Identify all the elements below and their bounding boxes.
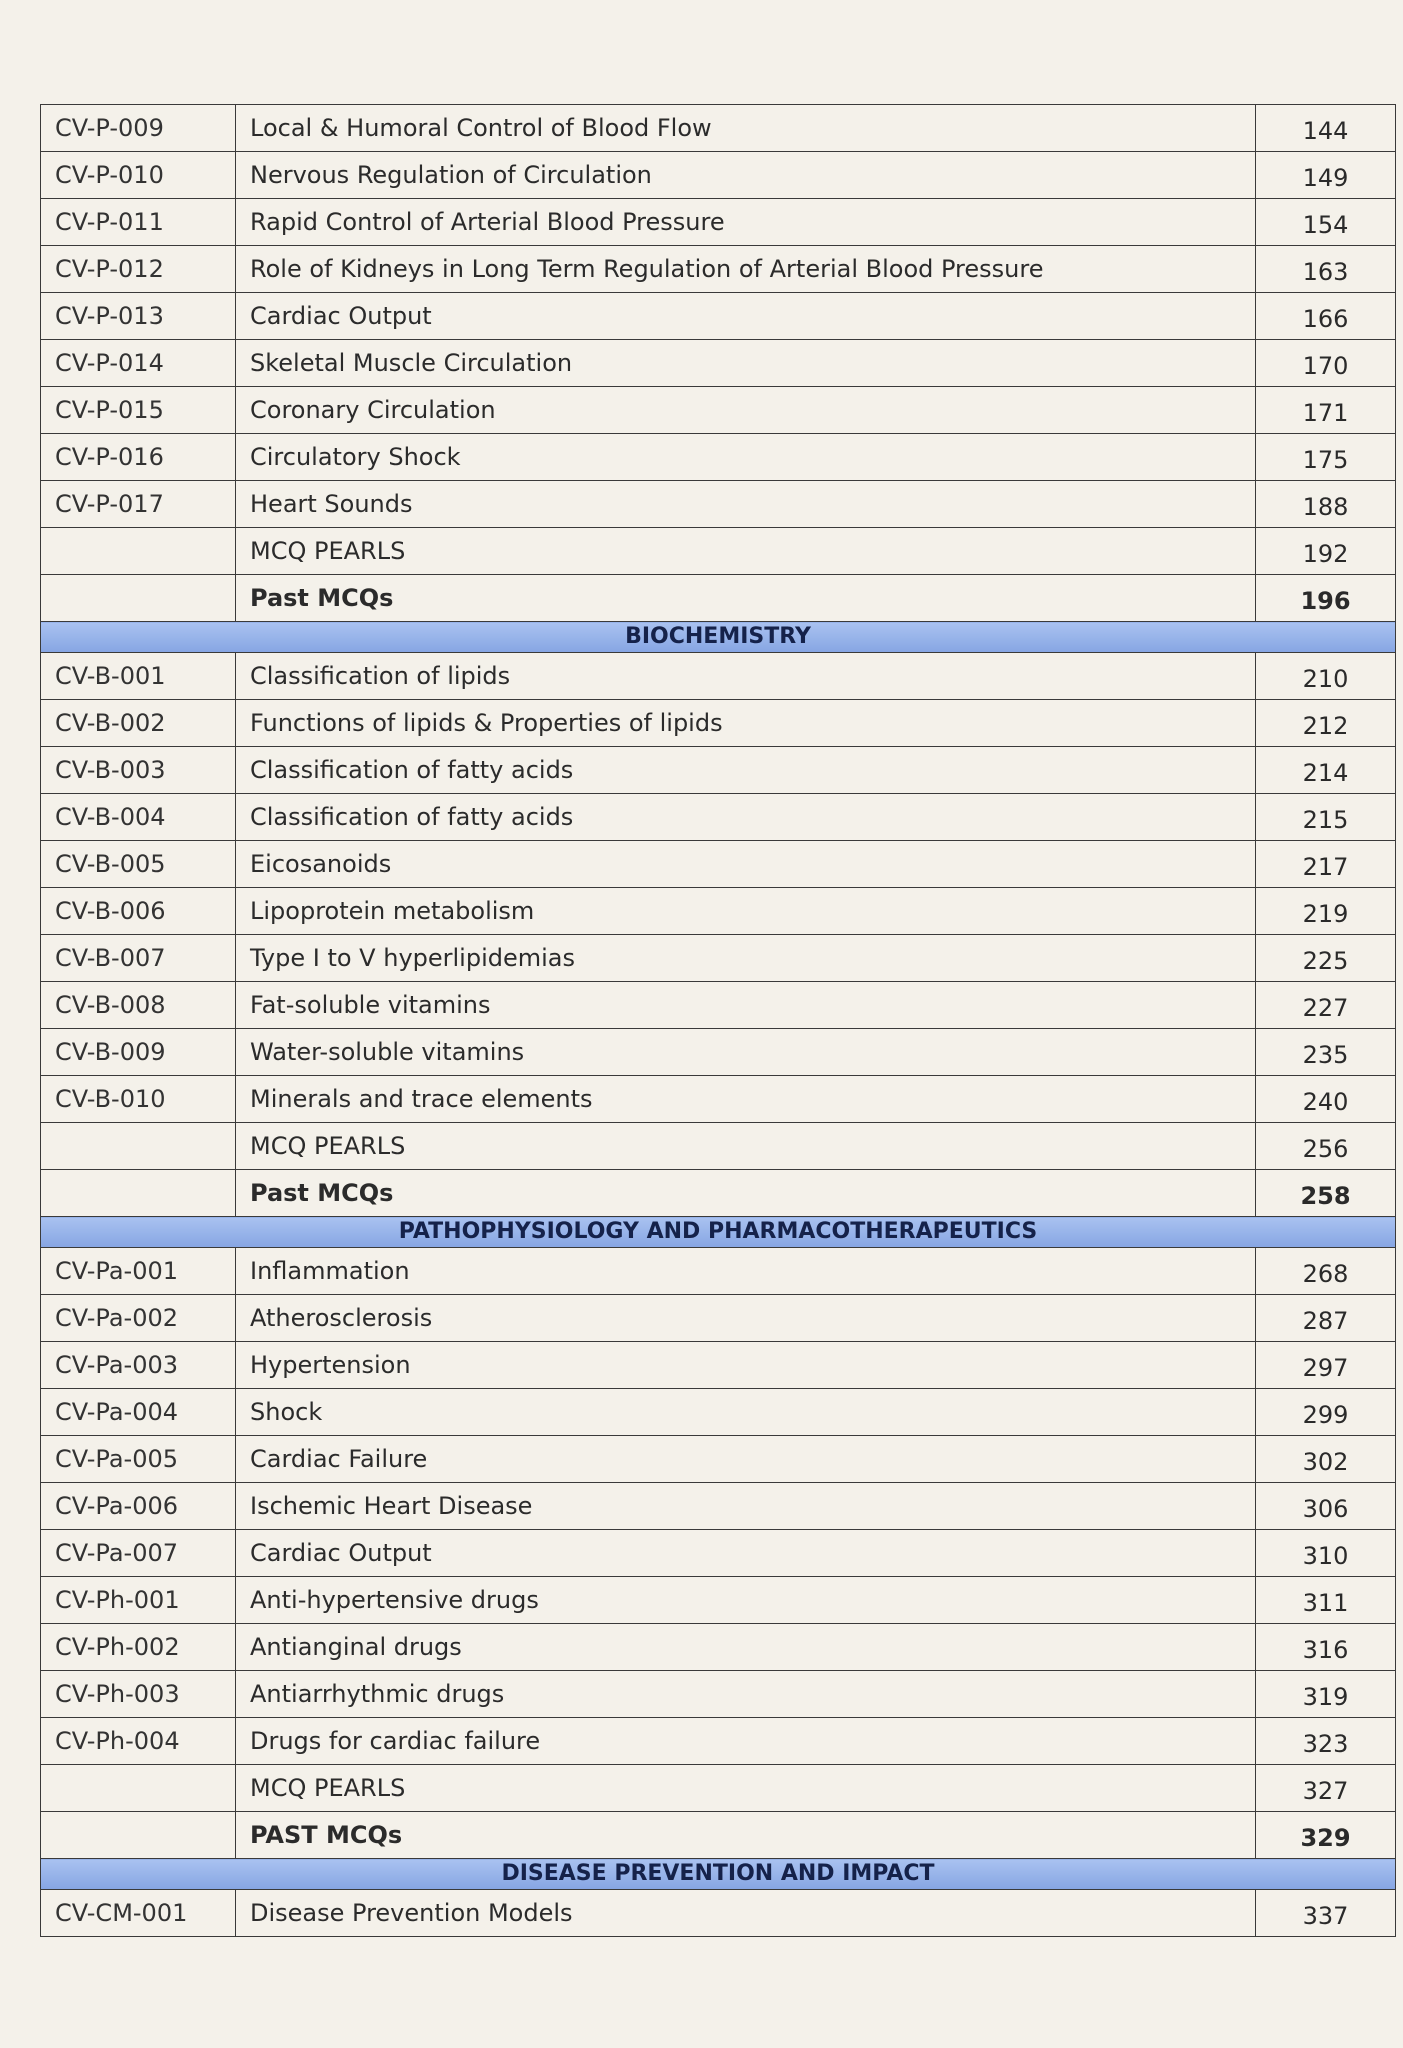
chapter-title: Antiarrhythmic drugs: [236, 1671, 1256, 1718]
chapter-title: Drugs for cardiac failure: [236, 1718, 1256, 1765]
page-number: 337: [1256, 1890, 1396, 1937]
toc-row: [41, 152, 1396, 199]
page-number: 311: [1256, 1577, 1396, 1624]
chapter-code: CV-P-017: [41, 481, 236, 528]
toc-row: [41, 935, 1396, 982]
chapter-code: CV-CM-001: [41, 1890, 236, 1937]
chapter-title: Atherosclerosis: [236, 1295, 1256, 1342]
page-number: 149: [1256, 152, 1396, 199]
page-number: 170: [1256, 340, 1396, 387]
page-number: 310: [1256, 1530, 1396, 1577]
toc-row: [41, 1530, 1396, 1577]
toc-row: [41, 1123, 1396, 1170]
chapter-code: [41, 1123, 236, 1170]
chapter-title: Classification of fatty acids: [236, 747, 1256, 794]
toc-row: [41, 1890, 1396, 1937]
toc-row: [41, 387, 1396, 434]
toc-row: [41, 982, 1396, 1029]
section-heading: BIOCHEMISTRY: [41, 622, 1396, 653]
chapter-title: MCQ PEARLS: [236, 1123, 1256, 1170]
toc-row: [41, 1076, 1396, 1123]
page-number: 302: [1256, 1436, 1396, 1483]
chapter-code: CV-P-013: [41, 293, 236, 340]
chapter-code: CV-Pa-003: [41, 1342, 236, 1389]
page-number: 166: [1256, 293, 1396, 340]
page-number: 258: [1256, 1170, 1396, 1217]
page-number: 287: [1256, 1295, 1396, 1342]
chapter-code: CV-P-011: [41, 199, 236, 246]
chapter-code: CV-B-007: [41, 935, 236, 982]
table-of-contents: [40, 104, 1396, 1937]
toc-row: [41, 293, 1396, 340]
chapter-code: CV-Pa-002: [41, 1295, 236, 1342]
toc-row: [41, 246, 1396, 293]
chapter-title: Classification of fatty acids: [236, 794, 1256, 841]
toc-row: [41, 1812, 1396, 1859]
toc-row: [41, 1295, 1396, 1342]
chapter-code: CV-P-010: [41, 152, 236, 199]
chapter-code: CV-Pa-004: [41, 1389, 236, 1436]
chapter-code: CV-Pa-001: [41, 1248, 236, 1295]
page-number: 144: [1256, 105, 1396, 152]
chapter-code: [41, 575, 236, 622]
page-number: 329: [1256, 1812, 1396, 1859]
chapter-code: [41, 528, 236, 575]
page-number: 297: [1256, 1342, 1396, 1389]
chapter-title: Type I to V hyperlipidemias: [236, 935, 1256, 982]
chapter-title: Eicosanoids: [236, 841, 1256, 888]
toc-row: [41, 1248, 1396, 1295]
chapter-code: CV-P-015: [41, 387, 236, 434]
toc-body: [41, 105, 1396, 1937]
chapter-title: MCQ PEARLS: [236, 528, 1256, 575]
chapter-code: CV-Ph-002: [41, 1624, 236, 1671]
chapter-code: CV-B-004: [41, 794, 236, 841]
chapter-title: Cardiac Output: [236, 293, 1256, 340]
chapter-code: CV-B-008: [41, 982, 236, 1029]
page-number: 163: [1256, 246, 1396, 293]
toc-row: [41, 1029, 1396, 1076]
page-number: 235: [1256, 1029, 1396, 1076]
page-number: 240: [1256, 1076, 1396, 1123]
chapter-code: CV-B-003: [41, 747, 236, 794]
chapter-title: MCQ PEARLS: [236, 1765, 1256, 1812]
page-number: 227: [1256, 982, 1396, 1029]
page-number: 299: [1256, 1389, 1396, 1436]
page-number: 212: [1256, 700, 1396, 747]
chapter-code: CV-P-014: [41, 340, 236, 387]
page-number: 210: [1256, 653, 1396, 700]
chapter-title: Classification of lipids: [236, 653, 1256, 700]
page-number: 175: [1256, 434, 1396, 481]
toc-row: [41, 1577, 1396, 1624]
chapter-code: CV-P-016: [41, 434, 236, 481]
chapter-title: Anti-hypertensive drugs: [236, 1577, 1256, 1624]
section-heading: PATHOPHYSIOLOGY AND PHARMACOTHERAPEUTICS: [41, 1217, 1396, 1248]
toc-row: [41, 1342, 1396, 1389]
toc-row: [41, 481, 1396, 528]
toc-row: [41, 575, 1396, 622]
toc-row: [41, 105, 1396, 152]
page-number: 256: [1256, 1123, 1396, 1170]
toc-row: [41, 1389, 1396, 1436]
page-number: 219: [1256, 888, 1396, 935]
chapter-title: Ischemic Heart Disease: [236, 1483, 1256, 1530]
chapter-code: CV-B-002: [41, 700, 236, 747]
chapter-title: Fat-soluble vitamins: [236, 982, 1256, 1029]
page-number: 316: [1256, 1624, 1396, 1671]
page-number: 319: [1256, 1671, 1396, 1718]
toc-row: [41, 794, 1396, 841]
toc-row: [41, 653, 1396, 700]
toc-row: [41, 1671, 1396, 1718]
chapter-code: CV-B-006: [41, 888, 236, 935]
chapter-title: Local & Humoral Control of Blood Flow: [236, 105, 1256, 152]
chapter-title: Rapid Control of Arterial Blood Pressure: [236, 199, 1256, 246]
toc-row: [41, 340, 1396, 387]
chapter-title: Role of Kidneys in Long Term Regulation of Arterial Blood Pressure: [236, 246, 1256, 293]
chapter-code: CV-Pa-007: [41, 1530, 236, 1577]
chapter-title: Circulatory Shock: [236, 434, 1256, 481]
chapter-title: Shock: [236, 1389, 1256, 1436]
chapter-title: Inflammation: [236, 1248, 1256, 1295]
section-heading: DISEASE PREVENTION AND IMPACT: [41, 1859, 1396, 1890]
chapter-code: CV-Ph-003: [41, 1671, 236, 1718]
toc-row: [41, 199, 1396, 246]
chapter-title: Cardiac Output: [236, 1530, 1256, 1577]
chapter-title: Past MCQs: [236, 1170, 1256, 1217]
section-header: [41, 1217, 1396, 1248]
chapter-title: Hypertension: [236, 1342, 1256, 1389]
chapter-title: Skeletal Muscle Circulation: [236, 340, 1256, 387]
toc-row: [41, 747, 1396, 794]
chapter-code: CV-Pa-006: [41, 1483, 236, 1530]
toc-row: [41, 1170, 1396, 1217]
page-number: 225: [1256, 935, 1396, 982]
chapter-code: [41, 1170, 236, 1217]
chapter-title: Coronary Circulation: [236, 387, 1256, 434]
toc-row: [41, 1765, 1396, 1812]
chapter-code: [41, 1812, 236, 1859]
section-header: [41, 1859, 1396, 1890]
page-number: 188: [1256, 481, 1396, 528]
chapter-title: Heart Sounds: [236, 481, 1256, 528]
toc-row: [41, 841, 1396, 888]
toc-row: [41, 434, 1396, 481]
chapter-code: CV-B-010: [41, 1076, 236, 1123]
page-number: 306: [1256, 1483, 1396, 1530]
chapter-title: Antianginal drugs: [236, 1624, 1256, 1671]
chapter-title: Nervous Regulation of Circulation: [236, 152, 1256, 199]
page-number: 154: [1256, 199, 1396, 246]
chapter-title: Minerals and trace elements: [236, 1076, 1256, 1123]
toc-row: [41, 1718, 1396, 1765]
chapter-title: Water-soluble vitamins: [236, 1029, 1256, 1076]
page-number: 268: [1256, 1248, 1396, 1295]
page-number: 327: [1256, 1765, 1396, 1812]
chapter-code: CV-P-009: [41, 105, 236, 152]
page-number: 217: [1256, 841, 1396, 888]
chapter-title: Disease Prevention Models: [236, 1890, 1256, 1937]
chapter-code: CV-B-009: [41, 1029, 236, 1076]
page-number: 171: [1256, 387, 1396, 434]
page-number: 214: [1256, 747, 1396, 794]
chapter-code: [41, 1765, 236, 1812]
toc-row: [41, 528, 1396, 575]
chapter-code: CV-P-012: [41, 246, 236, 293]
toc-row: [41, 888, 1396, 935]
page-number: 323: [1256, 1718, 1396, 1765]
toc-row: [41, 1483, 1396, 1530]
chapter-code: CV-B-001: [41, 653, 236, 700]
chapter-code: CV-B-005: [41, 841, 236, 888]
chapter-title: Cardiac Failure: [236, 1436, 1256, 1483]
page-number: 192: [1256, 528, 1396, 575]
chapter-title: Lipoprotein metabolism: [236, 888, 1256, 935]
chapter-title: PAST MCQs: [236, 1812, 1256, 1859]
page-number: 215: [1256, 794, 1396, 841]
chapter-code: CV-Ph-004: [41, 1718, 236, 1765]
toc-row: [41, 1624, 1396, 1671]
chapter-code: CV-Pa-005: [41, 1436, 236, 1483]
page-number: 196: [1256, 575, 1396, 622]
section-header: [41, 622, 1396, 653]
chapter-title: Functions of lipids & Properties of lipids: [236, 700, 1256, 747]
toc-row: [41, 700, 1396, 747]
toc-row: [41, 1436, 1396, 1483]
chapter-code: CV-Ph-001: [41, 1577, 236, 1624]
chapter-title: Past MCQs: [236, 575, 1256, 622]
